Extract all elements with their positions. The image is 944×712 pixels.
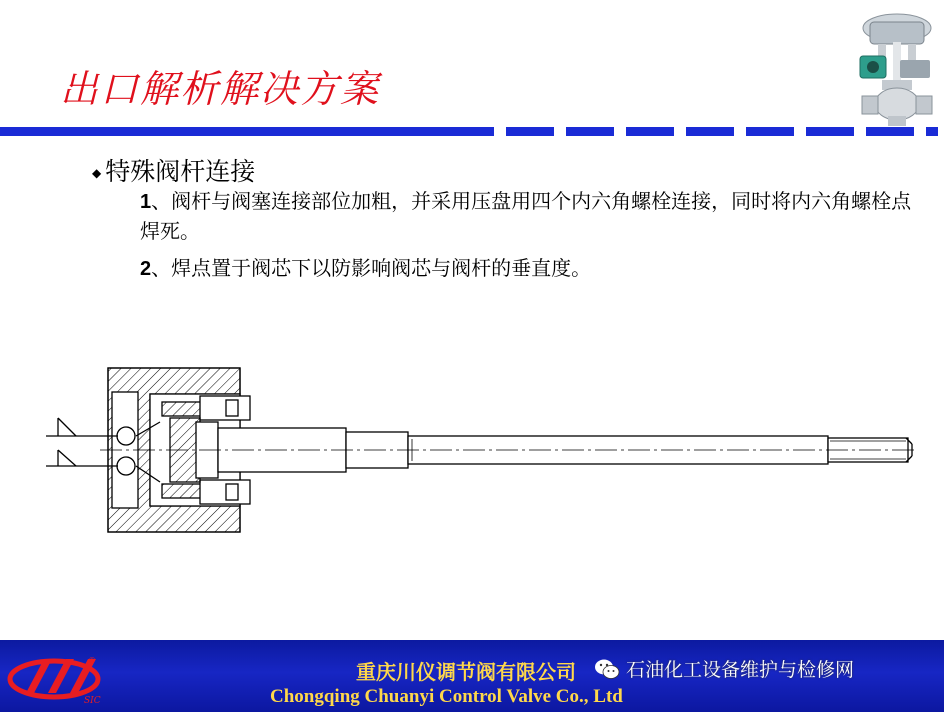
point-2-text: 、焊点置于阀芯下以防影响阀芯与阀杆的垂直度。 xyxy=(151,256,592,280)
watermark-text: 石油化工设备维护与检修网 xyxy=(626,659,855,681)
logo-registered-mark: ® xyxy=(88,656,96,665)
wechat-watermark xyxy=(594,655,854,682)
point-1-text: 、阀杆与阀塞连接部位加粗，并采用压盘用四个内六角螺栓连接，同时将内六角螺栓点焊死。 xyxy=(140,189,912,243)
slide-title: 出口解析解决方案 xyxy=(60,67,381,111)
point-2-number: 2 xyxy=(140,258,152,280)
bullet-diamond-icon: ◆ xyxy=(92,166,102,180)
wechat-icon xyxy=(594,658,620,680)
control-valve-photo xyxy=(856,6,938,128)
company-logo-icon xyxy=(4,649,110,705)
company-name-cn: 重庆川仪调节阀有限公司 xyxy=(356,660,576,684)
point-1 xyxy=(140,187,930,246)
section-heading xyxy=(92,152,255,188)
logo-text: SIC xyxy=(84,696,101,705)
header-divider xyxy=(0,127,944,136)
point-2 xyxy=(140,254,930,284)
point-1-number: 1 xyxy=(140,191,152,213)
stem-connection-drawing xyxy=(40,360,920,540)
company-name-en: Chongqing Chuanyi Control Valve Co., Ltd xyxy=(270,686,623,707)
section-heading-text: 特殊阀杆连接 xyxy=(105,157,256,186)
